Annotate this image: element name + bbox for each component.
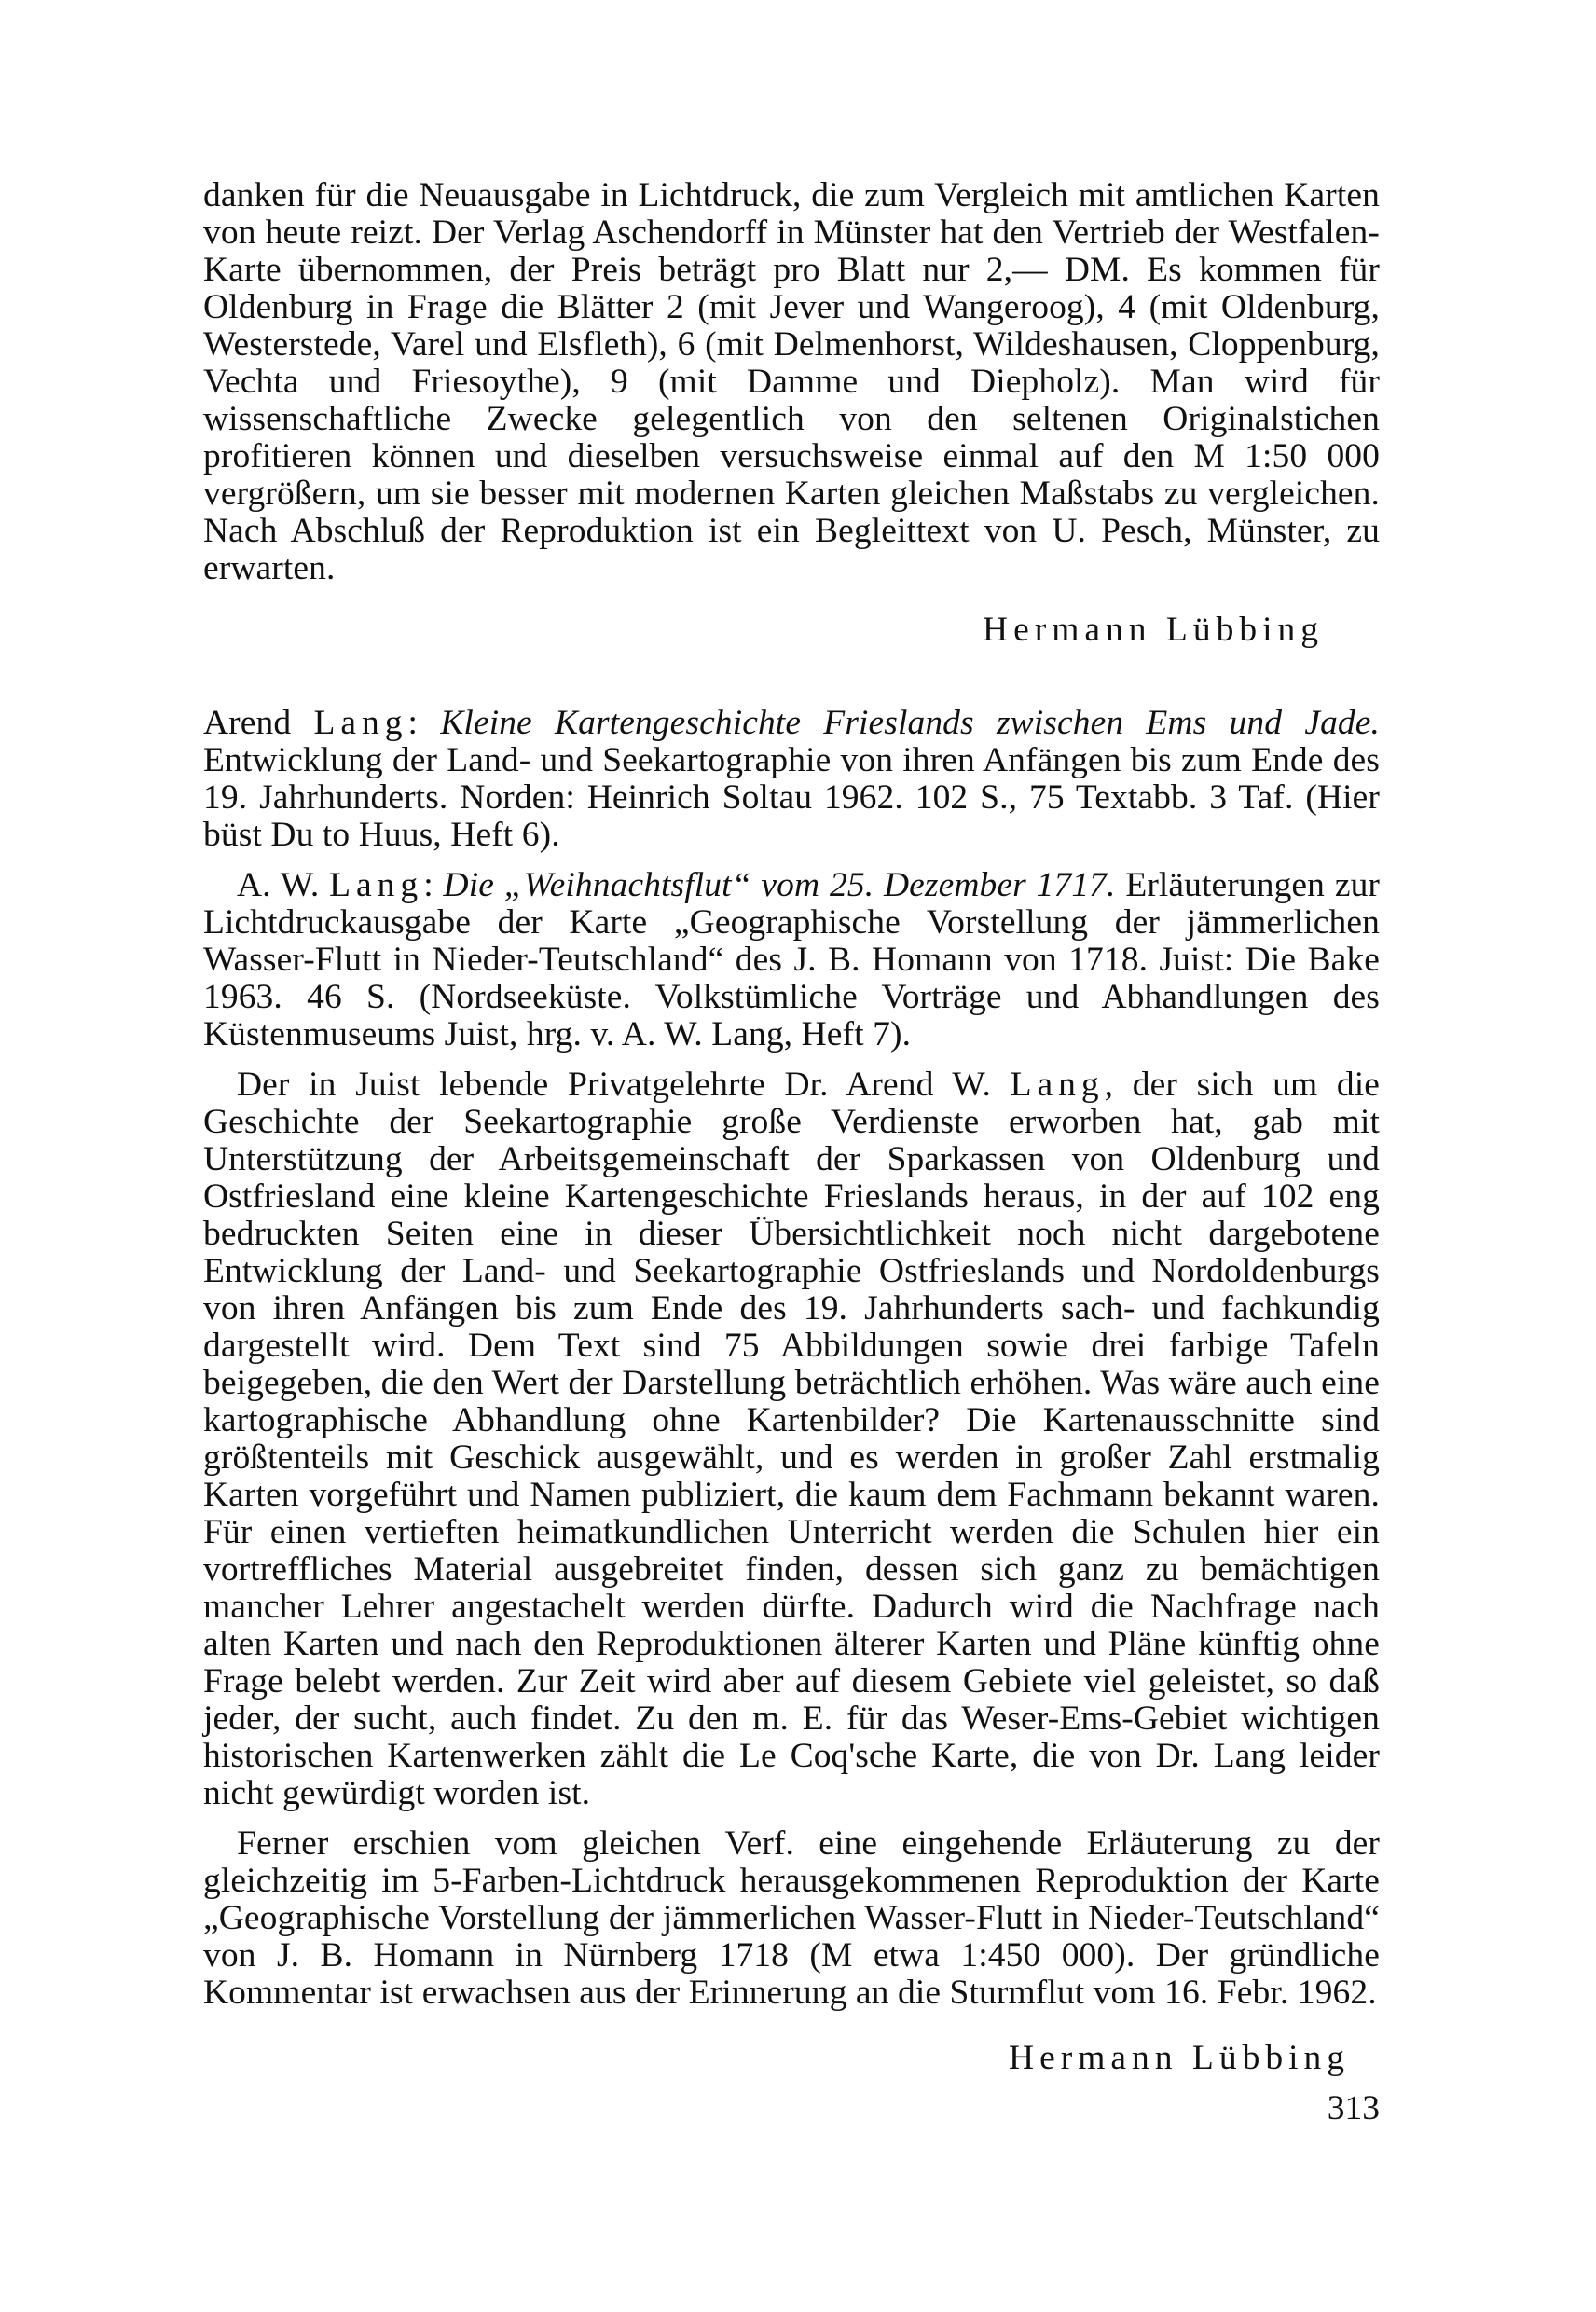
review-p1-name: Lang — [1010, 1066, 1105, 1104]
book1-author-first: Arend — [203, 704, 292, 742]
book1-author-last: Lang — [313, 704, 408, 742]
continuation-paragraph: danken für die Neuausgabe in Lichtdruck, die zum Vergleich mit amtlichen Karten von heute reizt. Der Verlag Aschendorff in Münster hat den Vertrieb der Westfalen-Karte übernommen, der Preis beträgt pro Blatt nur 2,— DM. Es kommen für Oldenburg in Frage die Blätter 2 (mit Jever und Wangeroog), 4 (mit Oldenburg, Westerstede, Varel und Elsfleth), 6 (mit Delmenhorst, Wildeshausen, Cloppenburg, Vechta und Friesoythe), 9 (mit Damme und Diepholz). Man wird für wissenschaftliche Zwecke gelegentlich von den seltenen Originalstichen profitieren können und dieselben versuchsweise einmal auf den M 1:50 000 vergrößern, um sie besser mit modernen Karten gleichen Maßstabs zu vergleichen. Nach Abschluß der Reproduktion ist ein Begleittext von U. Pesch, Münster, zu erwarten. — [203, 176, 1380, 587]
book2-author-first: A. W. — [237, 866, 320, 904]
review-p1-after: , der sich um die Geschichte der Seekartographie große Verdienste erworben hat, gab mit Unterstützung der Arbeitsgemeinschaft der Sparkassen von Oldenburg und Ostfriesland eine kleine Kartengeschichte Frieslands heraus, in der auf 102 eng bedruckten Seiten eine in dieser Übersichtlichkeit noch nicht dargebotene Entwicklung der Land- und Seekartographie Ostfrieslands und Nordoldenburgs von ihren Anfängen bis zum Ende des 19. Jahrhunderts sach- und fachkundig dargestellt wird. Dem Text sind 75 Abbildungen sowie drei farbige Tafeln beigegeben, die den Wert der Darstellung beträchtlich erhöhen. Was wäre auch eine kartographische Abhandlung ohne Kartenbilder? Die Kartenausschnitte sind größtenteils mit Geschick ausgewählt, und es werden in großer Zahl erstmalig Karten vorgeführt und Namen publiziert, die kaum dem Fachmann bekannt waren. Für einen vertieften heimatkundlichen Unterricht werden die Schulen hier ein vortreffliches Material ausgebreitet finden, dessen sich ganz zu bemächtigen mancher Lehrer angestachelt werden dürfte. Dadurch wird die Nachfrage nach alten Karten und nach den Reproduktionen älterer Karten und Pläne künftig ohne Frage belebt werden. Zur Zeit wird aber auf diesem Gebiete viel geleistet, so daß jeder, der sucht, auch findet. Zu den m. E. für das Weser-Ems-Gebiet wichtigen historischen Kartenwerken zählt die Le Coq'sche Karte, die von Dr. Lang leider nicht gewürdigt worden ist. — [203, 1066, 1380, 1812]
book-entry-1 — [203, 705, 1380, 854]
book1-details: Entwicklung der Land- und Seekartographie von ihren Anfängen bis zum Ende des 19. Jahrhunderts. Norden: Heinrich Soltau 1962. 102 S., 75 Textabb. 3 Taf. (Hier büst Du to Huus, Heft 6). — [203, 741, 1380, 854]
page-content — [203, 177, 1380, 2077]
review-p1-before: Der in Juist lebende Privatgelehrte Dr. Arend W. — [237, 1066, 991, 1104]
book2-author-last: Lang — [329, 866, 424, 904]
signature-2: Hermann Lübbing — [1009, 2039, 1350, 2077]
review-paragraph-1 — [203, 1067, 1380, 1812]
signature-1: Hermann Lübbing — [983, 611, 1324, 649]
review-paragraph-2: Ferner erschien vom gleichen Verf. eine eingehende Erläuterung zu der gleichzeitig im 5-Farben-Lichtdruck herausgekommenen Reproduktion der Karte „Geographische Vorstellung der jämmerlichen Wasser-Flutt in Nieder-Teutschland“ von J. B. Homann in Nürnberg 1718 (M etwa 1:450 000). Der gründliche Kommentar ist erwachsen aus der Erinnerung an die Sturmflut vom 16. Febr. 1962. — [203, 1824, 1380, 2012]
book2-author-sep: : — [423, 866, 433, 904]
book1-title: Kleine Kartengeschichte Frieslands zwischen Ems und Jade. — [440, 704, 1380, 742]
book2-details: Erläuterungen zur Lichtdruckausgabe der Karte „Geographische Vorstellung der jämmerlichen Wasser-Flutt in Nieder-Teutschland“ des J. B. Homann von 1718. Juist: Die Bake 1963. 46 S. (Nordseeküste. Volkstümliche Vorträge und Abhandlungen des Küstenmuseums Juist, hrg. v. A. W. Lang, Heft 7). — [203, 866, 1381, 1053]
book-entry-2 — [203, 867, 1380, 1053]
book1-author-sep: : — [407, 704, 419, 742]
page-number: 313 — [1327, 2089, 1380, 2127]
book2-title: Die „Weihnachtsflut“ vom 25. Dezember 1717. — [443, 866, 1116, 904]
